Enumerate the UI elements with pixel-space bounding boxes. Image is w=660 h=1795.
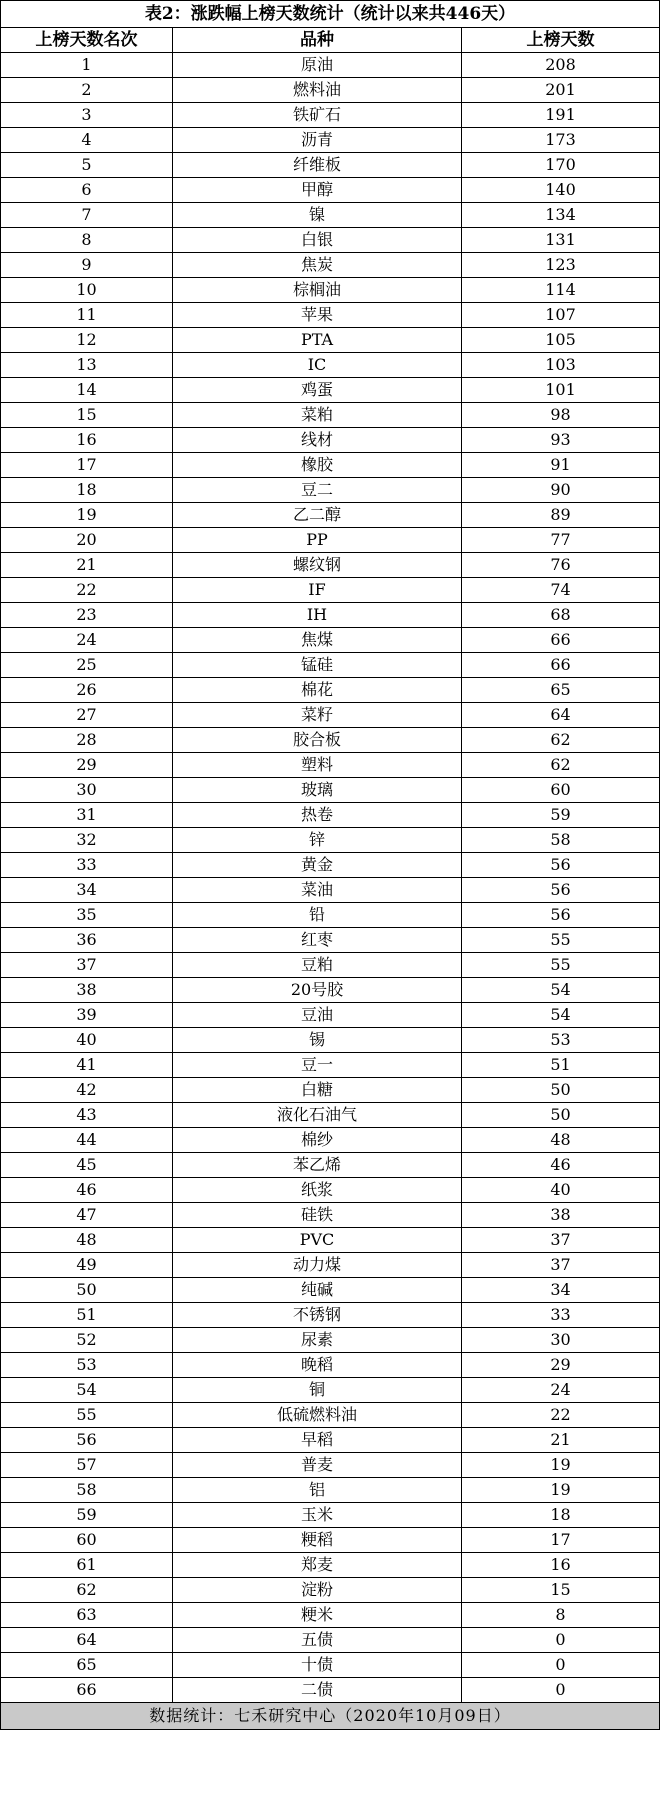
table-row — [1, 1128, 660, 1153]
rank-cell: 4 — [1, 128, 173, 153]
rank-cell: 17 — [1, 453, 173, 478]
table-row — [1, 1278, 660, 1303]
rank-cell: 40 — [1, 1028, 173, 1053]
rank-cell: 2 — [1, 78, 173, 103]
table-row — [1, 428, 660, 453]
rank-cell: 62 — [1, 1578, 173, 1603]
variety-cell: 镍 — [173, 203, 462, 228]
variety-cell: 纸浆 — [173, 1178, 462, 1203]
variety-cell: 锡 — [173, 1028, 462, 1053]
rank-cell: 66 — [1, 1678, 173, 1703]
days-cell: 191 — [462, 103, 660, 128]
variety-cell: 白银 — [173, 228, 462, 253]
variety-cell: 棉纱 — [173, 1128, 462, 1153]
table-row — [1, 1603, 660, 1628]
table-row — [1, 753, 660, 778]
variety-cell: 黄金 — [173, 853, 462, 878]
rank-cell: 54 — [1, 1378, 173, 1403]
rank-cell: 31 — [1, 803, 173, 828]
rank-cell: 25 — [1, 653, 173, 678]
variety-cell: 焦煤 — [173, 628, 462, 653]
days-cell: 77 — [462, 528, 660, 553]
rank-cell: 30 — [1, 778, 173, 803]
table-row — [1, 1178, 660, 1203]
rank-cell: 50 — [1, 1278, 173, 1303]
variety-cell: 塑料 — [173, 753, 462, 778]
table-row — [1, 503, 660, 528]
rank-cell: 60 — [1, 1528, 173, 1553]
rank-cell: 10 — [1, 278, 173, 303]
table-row — [1, 1228, 660, 1253]
table-row — [1, 1653, 660, 1678]
data-source-note: 数据统计：七禾研究中心（2020年10月09日） — [1, 1703, 660, 1730]
days-cell: 37 — [462, 1253, 660, 1278]
header-variety: 品种 — [173, 28, 462, 53]
variety-cell: 五债 — [173, 1628, 462, 1653]
days-cell: 0 — [462, 1628, 660, 1653]
variety-cell: 郑麦 — [173, 1553, 462, 1578]
days-cell: 60 — [462, 778, 660, 803]
table-row — [1, 803, 660, 828]
table-footer-row — [1, 1703, 660, 1730]
variety-cell: 燃料油 — [173, 78, 462, 103]
variety-cell: IC — [173, 353, 462, 378]
rank-cell: 38 — [1, 978, 173, 1003]
variety-cell: 普麦 — [173, 1453, 462, 1478]
variety-cell: 硅铁 — [173, 1203, 462, 1228]
table-row — [1, 603, 660, 628]
days-cell: 38 — [462, 1203, 660, 1228]
variety-cell: 胶合板 — [173, 728, 462, 753]
variety-cell: 动力煤 — [173, 1253, 462, 1278]
days-cell: 64 — [462, 703, 660, 728]
days-cell: 37 — [462, 1228, 660, 1253]
variety-cell: 原油 — [173, 53, 462, 78]
rank-cell: 16 — [1, 428, 173, 453]
rank-cell: 1 — [1, 53, 173, 78]
rank-cell: 15 — [1, 403, 173, 428]
days-cell: 50 — [462, 1078, 660, 1103]
rank-cell: 39 — [1, 1003, 173, 1028]
table-row — [1, 453, 660, 478]
days-cell: 140 — [462, 178, 660, 203]
rank-cell: 8 — [1, 228, 173, 253]
table-row — [1, 878, 660, 903]
days-cell: 90 — [462, 478, 660, 503]
table-row — [1, 953, 660, 978]
days-cell: 46 — [462, 1153, 660, 1178]
table-title-row — [1, 1, 660, 28]
table-row — [1, 703, 660, 728]
rank-cell: 20 — [1, 528, 173, 553]
variety-cell: 锰硅 — [173, 653, 462, 678]
table-row — [1, 1453, 660, 1478]
variety-cell: 二债 — [173, 1678, 462, 1703]
days-cell: 103 — [462, 353, 660, 378]
variety-cell: 焦炭 — [173, 253, 462, 278]
table-row — [1, 628, 660, 653]
table-row — [1, 378, 660, 403]
rank-cell: 45 — [1, 1153, 173, 1178]
table-row — [1, 278, 660, 303]
rank-cell: 23 — [1, 603, 173, 628]
rank-cell: 28 — [1, 728, 173, 753]
days-cell: 74 — [462, 578, 660, 603]
variety-cell: 十债 — [173, 1653, 462, 1678]
variety-cell: 棉花 — [173, 678, 462, 703]
days-cell: 34 — [462, 1278, 660, 1303]
table-row — [1, 903, 660, 928]
days-cell: 16 — [462, 1553, 660, 1578]
variety-cell: 菜油 — [173, 878, 462, 903]
table-row — [1, 678, 660, 703]
variety-cell: 沥青 — [173, 128, 462, 153]
table-row — [1, 1153, 660, 1178]
days-cell: 66 — [462, 653, 660, 678]
variety-cell: 纯碱 — [173, 1278, 462, 1303]
rank-cell: 59 — [1, 1503, 173, 1528]
table-row — [1, 153, 660, 178]
table-row — [1, 1003, 660, 1028]
table-row — [1, 553, 660, 578]
table-row — [1, 353, 660, 378]
table-row — [1, 1203, 660, 1228]
table-row — [1, 578, 660, 603]
rank-cell: 6 — [1, 178, 173, 203]
table-row — [1, 828, 660, 853]
table-row — [1, 103, 660, 128]
rank-cell: 63 — [1, 1603, 173, 1628]
rank-cell: 37 — [1, 953, 173, 978]
table-row — [1, 1353, 660, 1378]
days-cell: 208 — [462, 53, 660, 78]
days-cell: 58 — [462, 828, 660, 853]
variety-cell: 不锈钢 — [173, 1303, 462, 1328]
days-cell: 76 — [462, 553, 660, 578]
rank-cell: 58 — [1, 1478, 173, 1503]
table-row — [1, 978, 660, 1003]
rank-cell: 26 — [1, 678, 173, 703]
rank-cell: 9 — [1, 253, 173, 278]
table-row — [1, 1528, 660, 1553]
rank-cell: 57 — [1, 1453, 173, 1478]
days-cell: 51 — [462, 1053, 660, 1078]
days-cell: 105 — [462, 328, 660, 353]
rank-cell: 21 — [1, 553, 173, 578]
days-cell: 114 — [462, 278, 660, 303]
header-rank: 上榜天数名次 — [1, 28, 173, 53]
variety-cell: 铅 — [173, 903, 462, 928]
table-header-row — [1, 28, 660, 53]
rank-cell: 7 — [1, 203, 173, 228]
variety-cell: 苹果 — [173, 303, 462, 328]
days-cell: 40 — [462, 1178, 660, 1203]
days-cell: 54 — [462, 1003, 660, 1028]
days-cell: 29 — [462, 1353, 660, 1378]
days-cell: 55 — [462, 953, 660, 978]
days-cell: 30 — [462, 1328, 660, 1353]
table-row — [1, 528, 660, 553]
days-cell: 8 — [462, 1603, 660, 1628]
rank-cell: 41 — [1, 1053, 173, 1078]
variety-cell: 尿素 — [173, 1328, 462, 1353]
days-cell: 17 — [462, 1528, 660, 1553]
rank-cell: 32 — [1, 828, 173, 853]
rank-cell: 33 — [1, 853, 173, 878]
table-row — [1, 403, 660, 428]
days-cell: 24 — [462, 1378, 660, 1403]
table-row — [1, 1578, 660, 1603]
rank-cell: 24 — [1, 628, 173, 653]
days-cell: 53 — [462, 1028, 660, 1053]
variety-cell: IF — [173, 578, 462, 603]
table-row — [1, 1378, 660, 1403]
days-cell: 56 — [462, 903, 660, 928]
variety-cell: PTA — [173, 328, 462, 353]
rank-cell: 3 — [1, 103, 173, 128]
table-body — [1, 53, 660, 1703]
rank-cell: 53 — [1, 1353, 173, 1378]
variety-cell: 玻璃 — [173, 778, 462, 803]
days-cell: 19 — [462, 1478, 660, 1503]
variety-cell: 玉米 — [173, 1503, 462, 1528]
variety-cell: 锌 — [173, 828, 462, 853]
table-row — [1, 1478, 660, 1503]
days-cell: 170 — [462, 153, 660, 178]
variety-cell: 鸡蛋 — [173, 378, 462, 403]
variety-cell: 豆一 — [173, 1053, 462, 1078]
table-row — [1, 728, 660, 753]
rank-cell: 14 — [1, 378, 173, 403]
rank-cell: 27 — [1, 703, 173, 728]
rank-cell: 19 — [1, 503, 173, 528]
table-row — [1, 78, 660, 103]
variety-cell: PP — [173, 528, 462, 553]
days-cell: 15 — [462, 1578, 660, 1603]
days-cell: 65 — [462, 678, 660, 703]
days-cell: 50 — [462, 1103, 660, 1128]
variety-cell: 液化石油气 — [173, 1103, 462, 1128]
variety-cell: 豆二 — [173, 478, 462, 503]
table-row — [1, 1103, 660, 1128]
days-cell: 89 — [462, 503, 660, 528]
variety-cell: 低硫燃料油 — [173, 1403, 462, 1428]
variety-cell: 铝 — [173, 1478, 462, 1503]
header-days: 上榜天数 — [462, 28, 660, 53]
rank-cell: 5 — [1, 153, 173, 178]
variety-cell: 苯乙烯 — [173, 1153, 462, 1178]
days-cell: 56 — [462, 853, 660, 878]
days-cell: 19 — [462, 1453, 660, 1478]
rank-cell: 52 — [1, 1328, 173, 1353]
table-row — [1, 1303, 660, 1328]
days-cell: 98 — [462, 403, 660, 428]
variety-cell: 白糖 — [173, 1078, 462, 1103]
table-row — [1, 1428, 660, 1453]
days-cell: 56 — [462, 878, 660, 903]
variety-cell: 粳米 — [173, 1603, 462, 1628]
variety-cell: 豆油 — [173, 1003, 462, 1028]
rank-cell: 29 — [1, 753, 173, 778]
rank-cell: 46 — [1, 1178, 173, 1203]
variety-cell: 线材 — [173, 428, 462, 453]
rank-cell: 47 — [1, 1203, 173, 1228]
days-cell: 33 — [462, 1303, 660, 1328]
days-cell: 91 — [462, 453, 660, 478]
rank-cell: 13 — [1, 353, 173, 378]
rank-cell: 64 — [1, 1628, 173, 1653]
rank-cell: 48 — [1, 1228, 173, 1253]
days-cell: 131 — [462, 228, 660, 253]
table-row — [1, 778, 660, 803]
days-cell: 0 — [462, 1653, 660, 1678]
variety-cell: 粳稻 — [173, 1528, 462, 1553]
table-row — [1, 478, 660, 503]
variety-cell: 淀粉 — [173, 1578, 462, 1603]
table-row — [1, 203, 660, 228]
days-cell: 0 — [462, 1678, 660, 1703]
variety-cell: 铜 — [173, 1378, 462, 1403]
rank-cell: 49 — [1, 1253, 173, 1278]
table-row — [1, 1078, 660, 1103]
days-cell: 66 — [462, 628, 660, 653]
table-row — [1, 1328, 660, 1353]
variety-cell: 菜粕 — [173, 403, 462, 428]
days-cell: 48 — [462, 1128, 660, 1153]
days-cell: 21 — [462, 1428, 660, 1453]
variety-cell: 铁矿石 — [173, 103, 462, 128]
rank-cell: 61 — [1, 1553, 173, 1578]
table-title: 表2：涨跌幅上榜天数统计（统计以来共446天） — [1, 1, 660, 28]
rank-cell: 44 — [1, 1128, 173, 1153]
rank-cell: 22 — [1, 578, 173, 603]
table-row — [1, 1503, 660, 1528]
days-cell: 22 — [462, 1403, 660, 1428]
days-cell: 18 — [462, 1503, 660, 1528]
rank-cell: 35 — [1, 903, 173, 928]
rank-cell: 43 — [1, 1103, 173, 1128]
rank-cell: 12 — [1, 328, 173, 353]
variety-cell: 晚稻 — [173, 1353, 462, 1378]
rank-cell: 11 — [1, 303, 173, 328]
rank-cell: 18 — [1, 478, 173, 503]
variety-cell: 纤维板 — [173, 153, 462, 178]
table-row — [1, 328, 660, 353]
table-row — [1, 1553, 660, 1578]
days-cell: 68 — [462, 603, 660, 628]
days-cell: 101 — [462, 378, 660, 403]
variety-cell: 螺纹钢 — [173, 553, 462, 578]
days-cell: 55 — [462, 928, 660, 953]
days-cell: 107 — [462, 303, 660, 328]
days-cell: 62 — [462, 753, 660, 778]
rank-cell: 65 — [1, 1653, 173, 1678]
variety-cell: 橡胶 — [173, 453, 462, 478]
table-row — [1, 928, 660, 953]
table-row — [1, 228, 660, 253]
table-row — [1, 1628, 660, 1653]
table-row — [1, 1678, 660, 1703]
table-row — [1, 53, 660, 78]
rank-cell: 55 — [1, 1403, 173, 1428]
rank-cell: 56 — [1, 1428, 173, 1453]
variety-cell: PVC — [173, 1228, 462, 1253]
table-row — [1, 1253, 660, 1278]
days-cell: 62 — [462, 728, 660, 753]
rank-cell: 42 — [1, 1078, 173, 1103]
variety-cell: 甲醇 — [173, 178, 462, 203]
days-cell: 134 — [462, 203, 660, 228]
table-row — [1, 1403, 660, 1428]
days-cell: 173 — [462, 128, 660, 153]
variety-cell: 早稻 — [173, 1428, 462, 1453]
variety-cell: 菜籽 — [173, 703, 462, 728]
variety-cell: 热卷 — [173, 803, 462, 828]
table-row — [1, 178, 660, 203]
table-row — [1, 303, 660, 328]
days-cell: 201 — [462, 78, 660, 103]
rank-cell: 36 — [1, 928, 173, 953]
variety-cell: 乙二醇 — [173, 503, 462, 528]
days-cell: 59 — [462, 803, 660, 828]
variety-cell: 豆粕 — [173, 953, 462, 978]
table-row — [1, 253, 660, 278]
days-cell: 93 — [462, 428, 660, 453]
rank-cell: 34 — [1, 878, 173, 903]
table-row — [1, 853, 660, 878]
table-row — [1, 1028, 660, 1053]
days-cell: 54 — [462, 978, 660, 1003]
rank-cell: 51 — [1, 1303, 173, 1328]
variety-cell: IH — [173, 603, 462, 628]
variety-cell: 20号胶 — [173, 978, 462, 1003]
table-row — [1, 1053, 660, 1078]
variety-cell: 红枣 — [173, 928, 462, 953]
days-cell: 123 — [462, 253, 660, 278]
table-row — [1, 653, 660, 678]
variety-cell: 棕榈油 — [173, 278, 462, 303]
table-row — [1, 128, 660, 153]
